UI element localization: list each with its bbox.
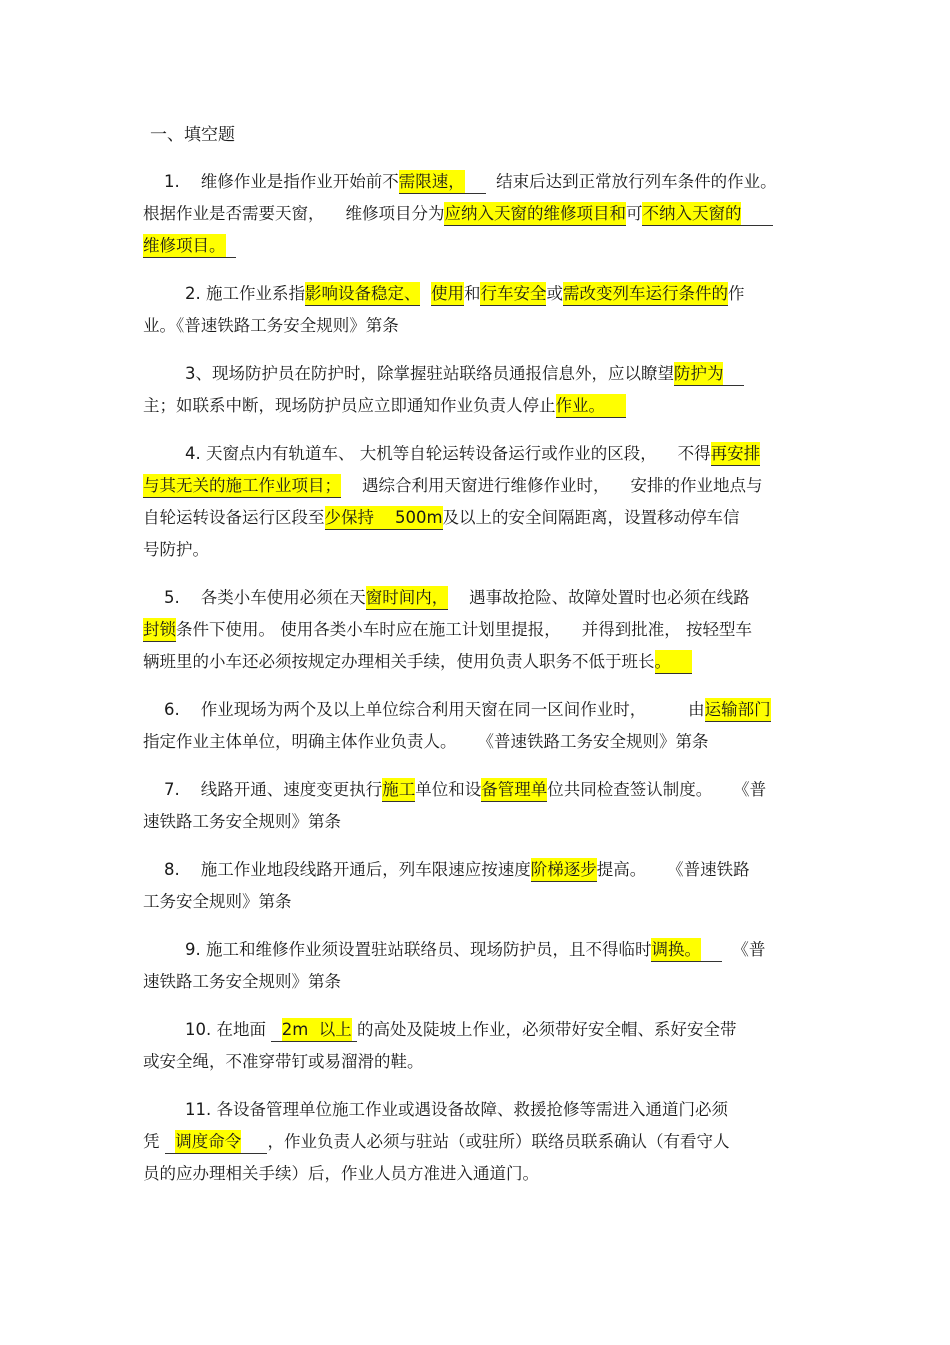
text-run: 速铁路工务安全规则》第条 [143,812,341,831]
answer-highlight: 需限速， [399,170,465,194]
question-8 [143,854,815,918]
text-run: 条件下使用。 使用各类小车时应在施工计划里提报， 并得到批准， 按轻型车 [176,620,752,639]
answer-highlight: 2m 以上 [282,1018,352,1042]
answer-highlight [605,394,626,418]
text-run: 4. 天窗点内有轨道车、 大机等自轮运转设备运行或作业的区段， 不得 [143,444,711,463]
answer-highlight: 行车安全 [480,282,546,306]
text-run: 辆班里的小车还必须按规定办理相关手续，使用负责人职务不低于班长 [143,652,655,671]
text-run: 作 [727,284,745,303]
text-run: 根据作业是否需要天窗， 维修项目分为 [143,204,445,223]
answer-blank [723,362,744,386]
answer-highlight: 使用 [431,282,464,306]
question-10 [143,1014,815,1078]
question-1 [143,166,815,262]
answer-blank [271,1018,282,1042]
question-line [143,1126,815,1158]
question-line [143,614,815,646]
text-run: 10. 在地面 [143,1020,272,1039]
answer-highlight: 影响设备稳定、 [305,282,421,306]
answer-highlight: 与其无关的施工作业项目； [143,474,341,498]
question-11 [143,1094,815,1190]
text-run: 及以上的安全间隔距离，设置移动停车信 [442,508,740,527]
question-line [143,230,815,262]
answer-blank [241,1130,267,1154]
text-run: 8. 施工作业地段线路开通后，列车限速应按速度 [143,860,531,879]
text-run: 指定作业主体单位，明确主体作业负责人。 《普速铁路工务安全规则》第条 [143,732,709,751]
text-run: 主；如联系中断，现场防护员应立即通知作业负责人停止 [143,396,556,415]
question-7 [143,774,815,838]
question-line [143,806,815,838]
text-run: 1. 维修作业是指作业开始前不 [143,172,399,191]
question-4 [143,438,815,566]
text-run: 结束后达到正常放行列车条件的作业。 [485,172,777,191]
question-9 [143,934,815,998]
answer-highlight: 再安排 [711,442,761,466]
answer-highlight: 窗时间内， [366,586,449,610]
question-line [143,358,815,390]
answer-highlight: 。 [655,650,672,674]
text-run: 自轮运转设备运行区段至 [143,508,325,527]
text-run: 单位和设 [415,780,482,799]
answer-highlight: 少保持 500m [325,506,443,530]
question-line [143,1046,815,1078]
question-line [143,646,815,678]
text-run: 位共同检查签认制度。 《普 [547,780,767,799]
text-run: 2. 施工作业系指 [143,284,305,303]
question-line [143,694,815,726]
question-5 [143,582,815,678]
answer-highlight: 不纳入天窗的 [642,202,741,226]
answer-highlight: 维修项目。 [143,234,226,258]
text-run [420,284,431,303]
answer-highlight: 阶梯逐步 [531,858,597,882]
answer-blank [465,170,486,194]
text-run: 凭 [143,1132,165,1151]
text-run: 5. 各类小车使用必须在天 [143,588,366,607]
question-line [143,934,815,966]
answer-blank [226,234,237,258]
text-run: 的高处及陡坡上作业，必须带好安全帽、系好安全带 [357,1020,737,1039]
question-line [143,438,815,470]
text-run: 或安全绳，不准穿带钉或易溜滑的鞋。 [143,1052,424,1071]
question-line [143,278,815,310]
answer-highlight: 施工 [382,778,415,802]
question-line [143,726,815,758]
question-line [143,534,815,566]
question-6 [143,694,815,758]
text-run: 9. 施工和维修作业须设置驻站联络员、现场防护员，且不得临时 [143,940,652,959]
answer-highlight: 封锁 [143,618,176,642]
text-run: ，作业负责人必须与驻站（或驻所）联络员联系确认（有看守人 [267,1132,730,1151]
answer-highlight [671,650,692,674]
section-title: 一、填空题 [150,125,235,145]
text-run: 提高。 《普速铁路 [596,860,750,879]
answer-blank [165,1130,176,1154]
text-run: 7. 线路开通、速度变更执行 [143,780,383,799]
question-line [143,310,815,342]
question-line [143,470,815,502]
text-run: 遇事故抢险、故障处置时也必须在线路 [448,588,750,607]
answer-highlight: 调度命令 [175,1130,241,1154]
answer-highlight: 应纳入天窗的维修项目和 [444,202,626,226]
question-3 [143,358,815,422]
question-line [143,966,815,998]
answer-highlight: 防护为 [674,362,724,386]
text-run: 遇综合利用天窗进行维修作业时， 安排的作业地点与 [341,476,763,495]
question-line [143,1158,815,1190]
answer-blank [701,938,722,962]
question-line [143,886,815,918]
text-run: 可 [625,204,643,223]
question-line [143,1014,815,1046]
question-line [143,854,815,886]
answer-highlight: 需改变列车运行条件的 [563,282,728,306]
text-run: 和 [463,284,481,303]
question-line [143,390,815,422]
text-run: 速铁路工务安全规则》第条 [143,972,341,991]
text-run: 6. 作业现场为两个及以上单位综合利用天窗在同一区间作业时， 由 [143,700,705,719]
text-run: 3、现场防护员在防护时，除掌握驻站联络员通报信息外，应以瞭望 [143,364,674,383]
answer-highlight: 调换。 [651,938,701,962]
question-line [143,198,815,230]
answer-highlight: 作业。 [556,394,606,418]
question-line [143,166,815,198]
text-run: 或 [546,284,563,303]
question-line [143,502,815,534]
text-run: 业。《普速铁路工务安全规则》第条 [143,316,399,335]
text-run: 号防护。 [143,540,209,559]
question-line [143,582,815,614]
text-run: 11. 各设备管理单位施工作业或遇设备故障、救援抢修等需进入通道门必须 [143,1100,728,1119]
question-line [143,774,815,806]
text-run: 员的应办理相关手续）后，作业人员方准进入通道门。 [143,1164,539,1183]
answer-highlight: 运输部门 [705,698,771,722]
answer-blank [741,202,772,226]
text-run: 工务安全规则》第条 [143,892,292,911]
question-line [143,1094,815,1126]
text-run: 《普 [721,940,766,959]
answer-highlight: 备管理单 [481,778,547,802]
question-2 [143,278,815,342]
